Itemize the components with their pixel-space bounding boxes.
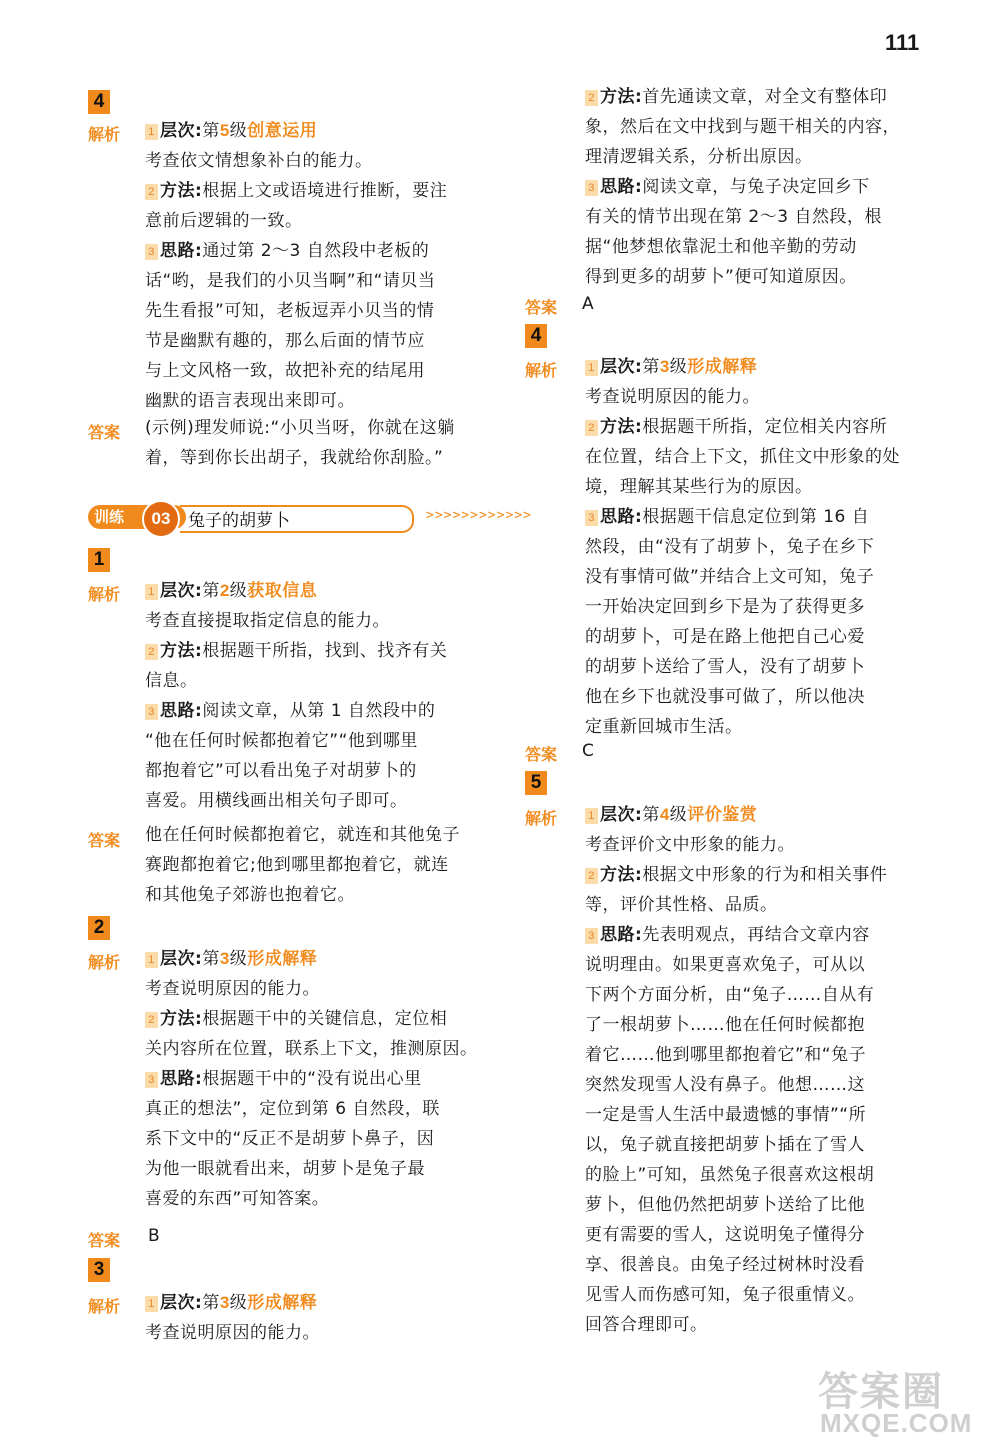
step-3-icon: 3 — [145, 1072, 158, 1088]
answer-label: 答案 — [88, 831, 121, 850]
section-header — [88, 502, 532, 532]
step-1-icon: 1 — [585, 360, 598, 376]
step-2-icon: 2 — [585, 420, 598, 436]
step-1-icon: 1 — [145, 952, 158, 968]
question-number: 1 — [88, 548, 110, 572]
question-number: 3 — [88, 1258, 110, 1282]
analysis-block: 1 层次:第3级形成解释 考查说明原因的能力。 — [145, 1293, 320, 1343]
step-1-icon: 1 — [145, 124, 158, 140]
analysis-label: 解析 — [88, 585, 121, 604]
step-2-icon: 2 — [145, 184, 158, 200]
step-1-icon: 1 — [145, 1296, 158, 1312]
step-2-icon: 2 — [145, 644, 158, 660]
watermark-logo: 答案圈 — [818, 1369, 944, 1415]
analysis-block: 1 层次:第2级获取信息 考查直接提取指定信息的能力。 2 方法:根据题干所指，找到、找齐有关 信息。 3 思路:阅读文章，从第 1 自然段中的 “他在任何时候都抱着它”“他到哪里 都抱着它”可以看出兔子对胡萝卜的 喜爱。用横线画出相关句子即可。 — [145, 581, 448, 811]
answer-label: 答案 — [88, 423, 121, 442]
analysis-block: 1 层次:第4级评价鉴赏 考查评价文中形象的能力。 2 方法:根据文中形象的行为和相关事件 等，评价其性格、品质。 3 思路:先表明观点，再结合文章内容 说明理由。如果更喜欢兔子，可从以 下两个方面分析，由“兔子……自从有 了一根胡萝卜……他在任何时候都抱 着它……他到哪里都抱着它”和“兔子 突然发现雪人没有鼻子。他想……这 一定是雪人生活中最遗憾的事情”“所 以，兔子就直接把胡萝卜插在了雪人 的脸上”可知，虽然兔子很喜欢这根胡 萝卜，但他仍然把胡萝卜送给了比他 更有需要的雪人，这说明兔子懂得分 享、很善良。由兔子经过树林时没看 见雪人而伤感可知，兔子很重情义。 回答合理即可。 — [585, 805, 888, 1335]
step-3-icon: 3 — [145, 704, 158, 720]
step-2-icon: 2 — [145, 1012, 158, 1028]
answer-text: (示例)理发师说:“小贝当呀，你就在这躺 着，等到你长出胡子，我就给你刮脸。” — [145, 418, 455, 468]
analysis-label: 解析 — [525, 361, 558, 380]
question-number: 4 — [88, 90, 110, 114]
answer-text: C — [582, 741, 595, 761]
page-number: 111 — [885, 30, 920, 55]
analysis-block: 1 层次:第5级创意运用 考查依文情想象补白的能力。 2 方法:根据上文或语境进行推断，要注 意前后逻辑的一致。 3 思路:通过第 2～3 自然段中老板的 话“哟，是我们的小贝当啊”和“请贝当 先生看报”可知，老板逗弄小贝当的情 节是幽默有趣的，那么后面的情节应 与上文风格一致，故把补充的结尾用 幽默的语言表现出来即可。 — [145, 121, 448, 411]
answer-text: B — [148, 1226, 161, 1246]
analysis-block-continued: 2 方法:首先通读文章，对全文有整体印 象，然后在文中找到与题干相关的内容， 理清逻辑关系，分析出原因。 3 思路:阅读文章，与兔子决定回乡下 有关的情节出现在第 2～3 自然段，根 据“他梦想依靠泥土和他辛勤的劳动 得到更多的胡萝卜”便可知道原因。 — [585, 87, 900, 287]
analysis-label: 解析 — [88, 125, 121, 144]
analysis-block: 1 层次:第3级形成解释 考查说明原因的能力。 2 方法:根据题干中的关键信息，定位相 关内容所在位置，联系上下文，推测原因。 3 思路:根据题干中的“没有说出心里 真正的想法”，定位到第 6 自然段，联 系下文中的“反正不是胡萝卜鼻子，因 为他一眼就看出来，胡萝卜是兔子最 喜爱的东西”可知答案。 — [145, 949, 478, 1209]
step-2-icon: 2 — [585, 90, 598, 106]
analysis-block: 1 层次:第3级形成解释 考查说明原因的能力。 2 方法:根据题干所指，定位相关内容所 在位置，结合上下文，抓住文中形象的处 境，理解其某些行为的原因。 3 思路:根据题干信息定位到第 16 自 然段，由“没有了胡萝卜，兔子在乡下 没有事情可做”并结合上文可知，兔子 一开始决定回到乡下是为了获得更多 的胡萝卜，可是在路上他把自己心爱 的胡萝卜送给了雪人，没有了胡萝卜 他在乡下也就没事可做了，所以他决 定重新回城市生活。 — [585, 357, 900, 737]
step-1-icon: 1 — [145, 584, 158, 600]
section-tag-label: 训练 — [94, 508, 125, 526]
answer-text: 他在任何时候都抱着它，就连和其他兔子 赛跑都抱着它;他到哪里都抱着它，就连 和其他兔子郊游也抱着它。 — [145, 825, 460, 905]
section-title: 兔子的胡萝卜 — [188, 511, 290, 531]
analysis-label: 解析 — [88, 953, 121, 972]
answer-label: 答案 — [525, 745, 558, 764]
question-number: 5 — [525, 771, 547, 795]
question-number: 4 — [525, 324, 547, 348]
section-number: 03 — [142, 500, 180, 538]
step-1-icon: 1 — [585, 808, 598, 824]
arrows-decoration: >>>>>>>>>>>> — [426, 508, 532, 523]
analysis-label: 解析 — [88, 1297, 121, 1316]
step-3-icon: 3 — [585, 180, 598, 196]
answer-label: 答案 — [88, 1231, 121, 1250]
step-3-icon: 3 — [585, 510, 598, 526]
step-3-icon: 3 — [145, 244, 158, 260]
analysis-label: 解析 — [525, 809, 558, 828]
question-number: 2 — [88, 916, 110, 940]
watermark-url: MXQE.COM — [820, 1408, 973, 1438]
answer-text: A — [582, 294, 595, 314]
step-2-icon: 2 — [585, 868, 598, 884]
step-3-icon: 3 — [585, 928, 598, 944]
answer-label: 答案 — [525, 298, 558, 317]
